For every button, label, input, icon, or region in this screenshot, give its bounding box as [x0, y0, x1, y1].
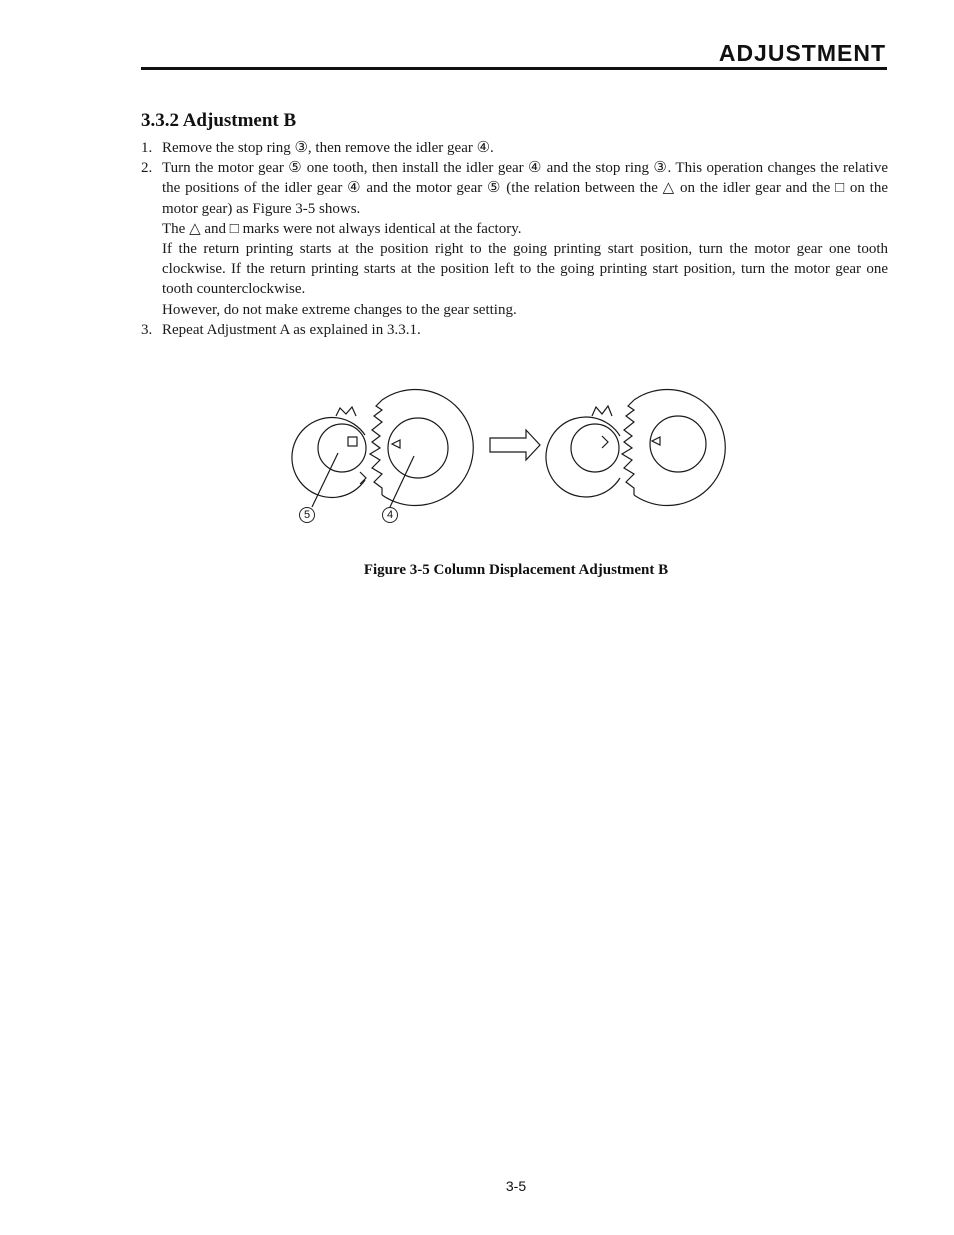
- gear-figure: [290, 380, 740, 525]
- square-mark-rotated: [602, 436, 608, 448]
- step-warning: However, do not make extreme changes to the gear setting.: [162, 301, 517, 318]
- header-rule: [141, 67, 887, 70]
- step-number: 1.: [141, 140, 153, 156]
- gear-diagram: [290, 380, 740, 525]
- step-3: [141, 320, 888, 340]
- steps-list: [141, 138, 888, 340]
- leader-line-idler: [390, 456, 414, 507]
- step-note: The △ and □ marks were not always identical at the factory.: [162, 220, 522, 237]
- step-number: 3.: [141, 321, 153, 338]
- idler-gear-before: [370, 390, 473, 506]
- step-text: Repeat Adjustment A as explained in 3.3.1.: [162, 321, 421, 338]
- arrow-icon: [490, 430, 540, 460]
- figure-caption: Figure 3-5 Column Displacement Adjustment B: [363, 562, 669, 578]
- triangle-mark: [392, 440, 400, 448]
- idler-gear-after: [622, 390, 725, 506]
- square-mark: [348, 437, 357, 446]
- step-instruction: If the return printing starts at the position right to the going printing start position, turn the motor gear one tooth clockwise. If the return printing starts at the position left to the going printing start position, turn the motor gear one tooth counterclockwise.: [162, 241, 888, 298]
- motor-gear-after: [546, 406, 620, 497]
- step-number: 2.: [141, 160, 153, 177]
- triangle-mark: [652, 437, 660, 445]
- label-motor-gear: 5: [299, 507, 315, 523]
- header-title: ADJUSTMENT: [718, 40, 886, 66]
- step-text: Turn the motor gear ⑤ one tooth, then install the idler gear ④ and the stop ring ③. This operation changes the relative the positions of the idler gear ④ and the motor gear ⑤ (the relation between the △ on the idler gear and the □ on the motor gear) as Figure 3-5 shows.: [162, 160, 888, 217]
- step-text: Remove the stop ring ③, then remove the idler gear ④.: [162, 140, 494, 156]
- label-idler-gear: 4: [382, 507, 398, 523]
- page-number: 3-5: [505, 1178, 527, 1194]
- section-heading: 3.3.2 Adjustment B: [141, 110, 297, 131]
- leader-line-motor: [312, 453, 338, 507]
- step-2: [141, 158, 888, 320]
- motor-gear-before: [292, 407, 366, 498]
- step-1: [141, 138, 888, 158]
